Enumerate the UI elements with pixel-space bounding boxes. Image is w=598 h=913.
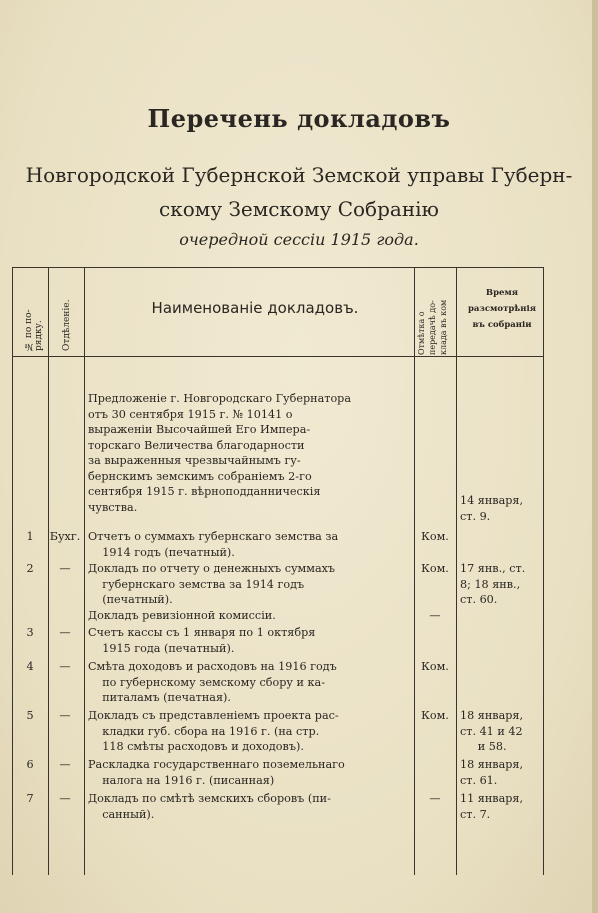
row-title: Раскладка государственнаго поземельнаго налога на 1916 г. (писанная) [88,758,345,787]
row-title: Докладъ съ представленіемъ проекта рас- кладки губ. сбора на 1916 г. (на стр. 118 смѣты расходовъ и доходовъ). [88,709,339,753]
row-department: — [59,709,71,722]
row-title: Смѣта доходовъ и расходовъ на 1916 годъ по губернскому земскому сбору и ка- питаламъ (печатная). [88,660,337,704]
header-number: № по по- рядку. [24,309,44,351]
row-number: 4 [26,660,34,673]
subtitle-line-2: скому Земскому Собранію [159,197,439,221]
document-title: Перечень докладовъ [147,104,451,133]
row-mark: Ком. [421,709,449,722]
row-number: 5 [26,709,34,722]
row-department: Бухг. [49,530,81,543]
row-title: Предложеніе г. Новгородскаго Губернатора отъ 30 сентября 1915 г. № 10141 о выраженіи Высочайшей Его Импера- торскаго Величества благодарности за выраженныя чрезвычайнымъ гу- бернскимъ земскимъ собраніемъ 2-го сентября 1915 г. вѣрноподданническія чувства. [88,392,352,514]
row-title: Докладъ ревизіонной комиссіи. [88,609,276,622]
row-department: — [59,626,71,639]
row-title: Счетъ кассы съ 1 января по 1 октября 1915 года (печатный). [88,626,316,655]
row-mark: — [429,792,441,805]
row-time: 11 января, ст. 7. [460,792,524,821]
row-title: Отчетъ о суммахъ губернскаго земства за 1914 годъ (печатный). [88,530,339,559]
rule-dept [84,267,85,875]
row-time: 18 января, ст. 61. [460,758,524,787]
row-number: 7 [26,792,34,805]
row-department: — [59,758,71,771]
header-time: Время разсмотрѣнія въ собраніи [467,288,537,330]
row-department: — [59,660,71,673]
row-time: 17 янв., ст. 8; 18 янв., ст. 60. [460,562,526,606]
row-time: 18 января, ст. 41 и 42 и 58. [460,709,524,753]
document-subtitle [14,158,584,226]
row-mark: Ком. [421,562,449,575]
row-department: — [59,562,71,575]
header-mark: Отмѣтка о передачѣ до- клада въ ком [417,299,448,355]
header-department: Отдѣленіе. [62,299,72,351]
row-title: Докладъ по отчету о денежныхъ суммахъ губернскаго земства за 1914 годъ (печатный). [88,562,336,606]
session-line: очередной сессіи 1915 года. [179,230,419,249]
row-time: 14 января, ст. 9. [460,494,524,523]
row-number: 3 [26,626,34,639]
row-mark: Ком. [421,660,449,673]
row-number: 6 [26,758,34,771]
rule-top [12,267,544,268]
header-reports: Наименованіе докладовъ. [151,299,359,317]
row-title: Докладъ по смѣтѣ земскихъ сборовъ (пи- санный). [88,792,331,821]
row-department: — [59,792,71,805]
row-mark: Ком. [421,530,449,543]
subtitle-line-1: Новгородской Губернской Земской управы Губерн- [25,163,573,187]
page-edge [592,0,598,913]
row-mark: — [429,609,441,622]
rule-header [12,356,544,357]
row-number: 1 [26,530,34,543]
rule-mark [456,267,457,875]
row-number: 2 [26,562,34,575]
reports-table [12,267,544,875]
